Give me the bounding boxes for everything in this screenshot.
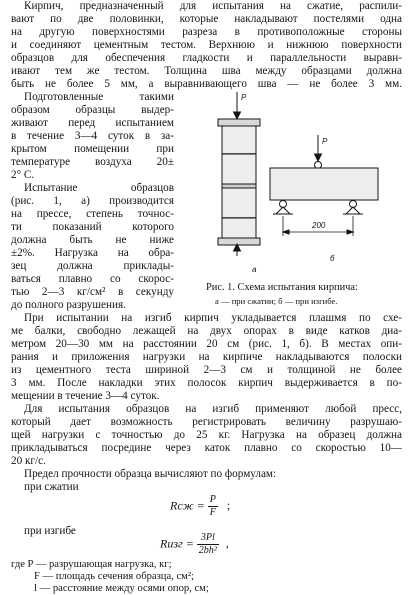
text-line: быть не более 5 мм, а выравнивающего шва — не более 3 мм.: [11, 78, 402, 90]
definition-line: где P — разрушающая нагрузка, кг;: [11, 559, 172, 570]
definition-line: l — расстояние между осями опор, см;: [34, 583, 209, 594]
text-line: прикладываться посредине через каток плавно со скоростью 10—: [11, 442, 402, 454]
text-line: при сжатии: [24, 481, 79, 493]
text-line: ивают тем же тестом. Толщина шва между образцами должна: [11, 65, 402, 77]
text-line: зец должна приклады-: [11, 260, 174, 272]
text-line: образом образцы выдер-: [11, 104, 174, 116]
text-line: должна быть не ниже: [11, 234, 174, 246]
text-line: до полного разрушения.: [11, 299, 126, 311]
formula-tail: ;: [226, 498, 231, 513]
text-line: ме балки, свободно лежащей на двух опорах в виде катков диа-: [11, 325, 402, 337]
formula-compression: [170, 494, 230, 519]
text-line: в течение 3—4 суток в за-: [11, 130, 174, 142]
text-line: мещении в течение 3—4 суток.: [11, 390, 160, 402]
text-line: ±2%. Нагрузка на обра-: [11, 247, 174, 259]
text-line: на прессе, степень точнос-: [11, 208, 174, 220]
fraction: [197, 532, 219, 557]
formula-tail: ,: [225, 536, 229, 551]
formula-lhs: Rсж =: [170, 498, 205, 513]
text-line: Кирпич, предназначенный для испытания на сжатие, распили-: [24, 0, 402, 12]
text-line: вают по две половинки, которые накладывают постелями одна: [11, 13, 402, 25]
text-line: рания и приложения нагрузки на кирпиче накладываются полоски: [11, 351, 402, 363]
text-line: при изгибе: [24, 525, 76, 537]
fraction: [208, 494, 218, 519]
figure-caption: Рис. 1. Схема испытания кирпича:: [206, 282, 358, 293]
formula-bending: [160, 532, 229, 557]
text-line: на другую поверхностями разреза в противоположные стороны: [11, 26, 402, 38]
text-line: из цементного теста шириной 2—3 см и толщиной не более: [11, 364, 402, 376]
fraction-numerator: 3Pl: [197, 532, 219, 545]
text-line: Подготовленные такими: [24, 91, 174, 103]
definition-line: F — площадь сечения образца, см²;: [34, 571, 194, 582]
compression-scheme: [218, 92, 260, 256]
text-line: ти показаний которого: [11, 221, 174, 233]
text-line: Предел прочности образца вычисляют по формулам:: [24, 468, 277, 480]
load-label-b: P: [322, 137, 328, 146]
text-line: 2° С.: [11, 169, 35, 181]
figure-subcaption: а — при сжатии; б — при изгибе.: [215, 296, 338, 306]
text-line: температуре воздуха 20±: [11, 156, 174, 168]
text-line: крытом помещении при: [11, 143, 174, 155]
text-line: живают перед испытанием: [11, 117, 174, 129]
text-line: образцов для обеспечения гладкости и параллельности выравн-: [11, 52, 402, 64]
text-line: который дает возможность регистрировать величину разрушаю-: [11, 416, 402, 428]
formula-lhs: Rизг =: [160, 536, 194, 551]
figure-label-b: б: [330, 254, 335, 263]
text-line: тью 2—3 кг/см² в секунду: [11, 286, 174, 298]
text-line: При испытании на изгиб кирпич укладывается плашмя по схе-: [24, 312, 402, 324]
text-line: щей нагрузки с точностью до 25 кг. Нагрузка на образец должна: [11, 429, 402, 441]
text-line: метром 20—30 мм на расстоянии 20 см (рис. 1, б). В местах опи-: [11, 338, 402, 350]
text-line: и соединяют цементным тестом. Верхнюю и нижнюю поверхности: [11, 39, 402, 51]
load-label-a: P: [241, 93, 247, 102]
dimension-label: 200: [312, 221, 326, 230]
text-line: ваться плавно со скорос-: [11, 273, 174, 285]
text-line: 3 мм. После накладки этих полосок кирпич выдерживается в по-: [11, 377, 402, 389]
fraction-denominator: 2bh²: [198, 545, 217, 556]
text-line: (рис. 1, а) производится: [11, 195, 174, 207]
fraction-numerator: P: [209, 494, 216, 505]
text-line: Испытание образцов: [24, 182, 174, 194]
text-line: 20 кг/с.: [11, 455, 46, 467]
text-line: Для испытания образцов на изгиб применяют любой пресс,: [24, 403, 402, 415]
figure-label-a: а: [252, 265, 257, 274]
fraction-denominator: F: [209, 507, 216, 518]
